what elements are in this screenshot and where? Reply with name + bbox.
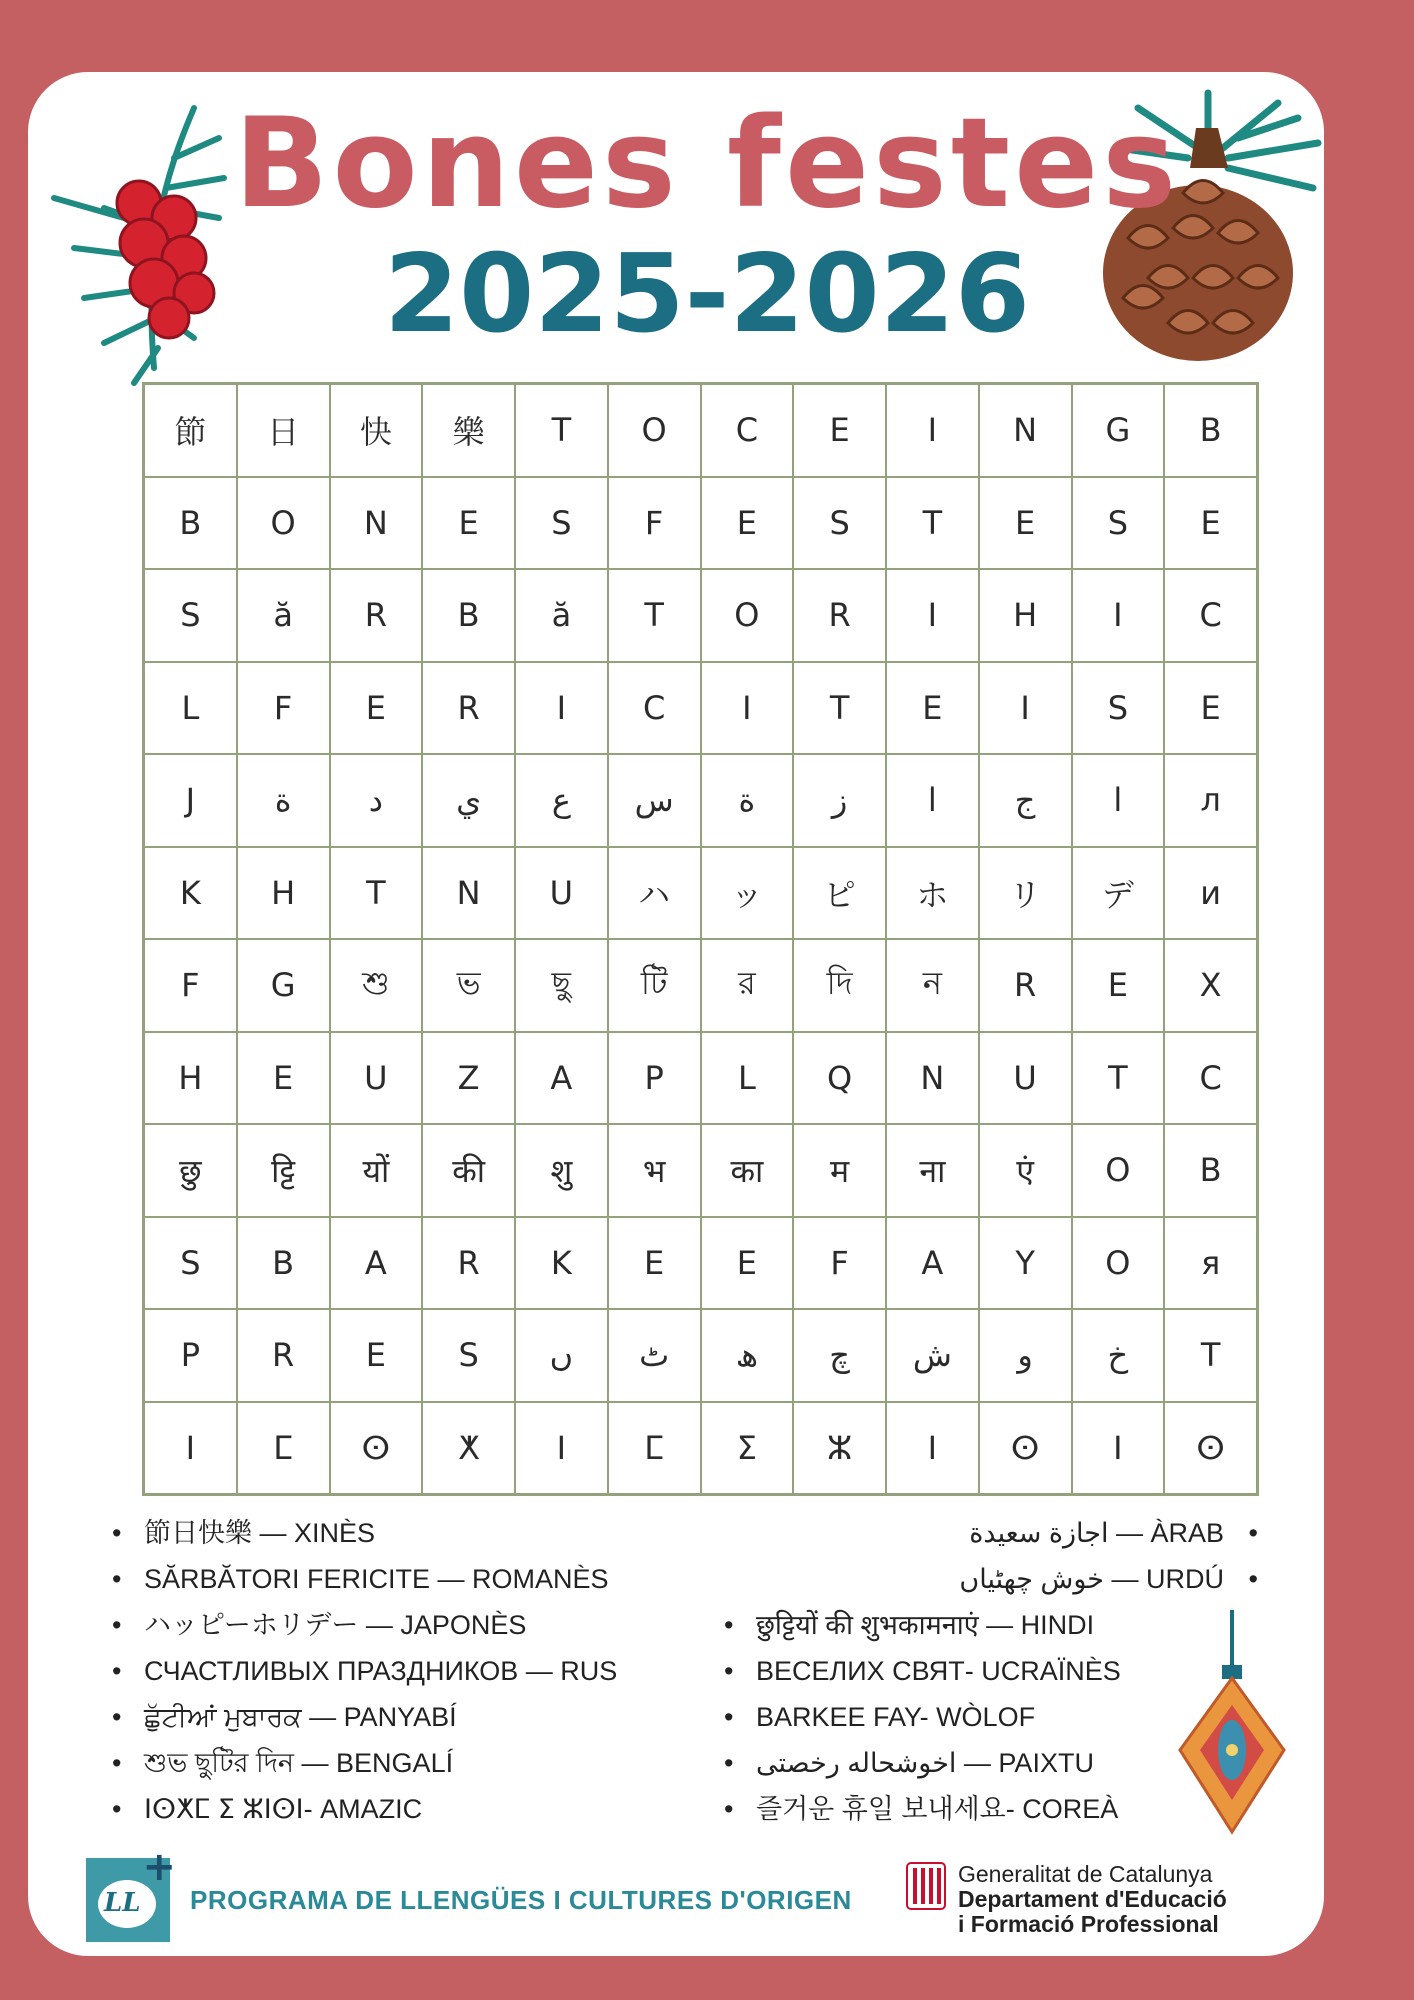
grid-cell: C bbox=[701, 384, 794, 477]
gov-department: Departament d'Educació bbox=[958, 1886, 1227, 1912]
word-search-grid bbox=[142, 382, 1259, 1496]
word-list-item: • ハッピーホリデー — JAPONÈS bbox=[112, 1602, 732, 1648]
word-list-item: • শুভ ছুটির দিন — BENGALÍ bbox=[112, 1740, 732, 1786]
grid-cell: ন bbox=[886, 939, 979, 1032]
grid-cell: ना bbox=[886, 1124, 979, 1217]
ornament-icon bbox=[1172, 1610, 1292, 1840]
grid-cell: I bbox=[979, 662, 1072, 755]
grid-cell: का bbox=[701, 1124, 794, 1217]
grid-cell: E bbox=[701, 1217, 794, 1310]
grid-cell: ا bbox=[1072, 754, 1165, 847]
grid-cell: ピ bbox=[793, 847, 886, 940]
grid-cell: C bbox=[608, 662, 701, 755]
grid-cell: ⵙ bbox=[330, 1402, 423, 1495]
grid-cell: म bbox=[793, 1124, 886, 1217]
grid-cell: R bbox=[330, 569, 423, 662]
grid-cell: E bbox=[979, 477, 1072, 570]
grid-cell: Y bbox=[979, 1217, 1072, 1310]
grid-cell: B bbox=[422, 569, 515, 662]
grid-cell: H bbox=[237, 847, 330, 940]
plus-icon: + bbox=[142, 1844, 176, 1890]
word-list-right-rtl bbox=[800, 1510, 1258, 1602]
grid-cell: T bbox=[330, 847, 423, 940]
grid-cell: ز bbox=[793, 754, 886, 847]
grid-cell: R bbox=[979, 939, 1072, 1032]
grid-cell: ⵎ bbox=[237, 1402, 330, 1495]
grid-cell: B bbox=[1164, 1124, 1257, 1217]
grid-cell: и bbox=[1164, 847, 1257, 940]
grid-cell: л bbox=[1164, 754, 1257, 847]
grid-cell: দি bbox=[793, 939, 886, 1032]
grid-cell: O bbox=[701, 569, 794, 662]
grid-cell: O bbox=[1072, 1217, 1165, 1310]
grid-cell: F bbox=[793, 1217, 886, 1310]
grid-cell: N bbox=[422, 847, 515, 940]
grid-cell: 節 bbox=[144, 384, 237, 477]
grid-cell: U bbox=[515, 847, 608, 940]
grid-cell: ع bbox=[515, 754, 608, 847]
grid-cell: 樂 bbox=[422, 384, 515, 477]
grid-cell: س bbox=[608, 754, 701, 847]
grid-cell: 日 bbox=[237, 384, 330, 477]
grid-cell: ج bbox=[979, 754, 1072, 847]
grid-cell: ホ bbox=[886, 847, 979, 940]
grid-cell: S bbox=[422, 1309, 515, 1402]
grid-cell: ट्टि bbox=[237, 1124, 330, 1217]
grid-cell: S bbox=[144, 569, 237, 662]
grid-cell: B bbox=[1164, 384, 1257, 477]
grid-cell: यों bbox=[330, 1124, 423, 1217]
grid-cell: L bbox=[701, 1032, 794, 1125]
grid-cell: ⵙ bbox=[979, 1402, 1072, 1495]
grid-cell: P bbox=[144, 1309, 237, 1402]
grid-cell: リ bbox=[979, 847, 1072, 940]
grid-cell: S bbox=[1072, 662, 1165, 755]
grid-cell: I bbox=[886, 384, 979, 477]
grid-cell: ٹ bbox=[608, 1309, 701, 1402]
grid-cell: G bbox=[1072, 384, 1165, 477]
program-name: PROGRAMA DE LLENGÜES I CULTURES D'ORIGEN bbox=[190, 1884, 852, 1915]
grid-cell: টি bbox=[608, 939, 701, 1032]
grid-cell: ں bbox=[515, 1309, 608, 1402]
grid-cell: F bbox=[144, 939, 237, 1032]
word-list-left bbox=[112, 1510, 732, 1832]
grid-cell: R bbox=[237, 1309, 330, 1402]
grid-cell: ھ bbox=[701, 1309, 794, 1402]
grid-cell: Q bbox=[793, 1032, 886, 1125]
grid-cell: C bbox=[1164, 569, 1257, 662]
grid-cell: E bbox=[1072, 939, 1165, 1032]
grid-cell: I bbox=[886, 569, 979, 662]
grid-cell: F bbox=[237, 662, 330, 755]
grid-cell: ă bbox=[237, 569, 330, 662]
grid-cell: भ bbox=[608, 1124, 701, 1217]
grid-cell: K bbox=[144, 847, 237, 940]
grid-cell: ッ bbox=[701, 847, 794, 940]
word-list-item: • ⵏⵙⵅⵎ ⵉ ⵣⵏⵙⵏ- AMAZIC bbox=[112, 1786, 732, 1832]
grid-cell: R bbox=[793, 569, 886, 662]
grid-cell: R bbox=[422, 662, 515, 755]
grid-cell: B bbox=[237, 1217, 330, 1310]
grid-cell: O bbox=[237, 477, 330, 570]
grid-cell: E bbox=[886, 662, 979, 755]
grid-cell: A bbox=[515, 1032, 608, 1125]
word-list-item: • ВЕСЕЛИХ СВЯТ- UCRAÏNÈS bbox=[724, 1648, 1174, 1694]
word-list-item: • 즐거운 휴일 보내세요- COREÀ bbox=[724, 1786, 1174, 1832]
program-logo bbox=[86, 1844, 176, 1942]
grid-cell: S bbox=[1072, 477, 1165, 570]
word-list-item: خوش چھٹیاں — URDÚ • bbox=[800, 1556, 1258, 1602]
grid-cell: E bbox=[793, 384, 886, 477]
word-list-item: • СЧАСТЛИВЫХ ПРАЗДНИКОВ — RUS bbox=[112, 1648, 732, 1694]
grid-cell: ⵏ bbox=[1072, 1402, 1165, 1495]
word-list-right bbox=[724, 1602, 1174, 1832]
word-list-item: • اخوشحاله رخصتی — PAIXTU bbox=[724, 1740, 1174, 1786]
word-list-item: • SĂRBĂTORI FERICITE — ROMANÈS bbox=[112, 1556, 732, 1602]
grid-cell: T bbox=[1164, 1309, 1257, 1402]
grid-cell: N bbox=[886, 1032, 979, 1125]
gov-department-2: i Formació Professional bbox=[958, 1911, 1219, 1937]
grid-cell: خ bbox=[1072, 1309, 1165, 1402]
grid-cell: E bbox=[701, 477, 794, 570]
grid-cell: ⵎ bbox=[608, 1402, 701, 1495]
grid-cell: L bbox=[144, 662, 237, 755]
word-list-item: • ਛੁੱਟੀਆਂ ਮੁਬਾਰਕ — PANYABÍ bbox=[112, 1694, 732, 1740]
grid-cell: छु bbox=[144, 1124, 237, 1217]
grid-cell: T bbox=[515, 384, 608, 477]
grid-cell: T bbox=[1072, 1032, 1165, 1125]
grid-cell: E bbox=[330, 1309, 423, 1402]
grid-cell: Z bbox=[422, 1032, 515, 1125]
grid-cell: A bbox=[886, 1217, 979, 1310]
grid-cell: ي bbox=[422, 754, 515, 847]
grid-cell: I bbox=[1072, 569, 1165, 662]
grid-cell: و bbox=[979, 1309, 1072, 1402]
grid-cell: ভ bbox=[422, 939, 515, 1032]
grid-cell: ⵉ bbox=[701, 1402, 794, 1495]
grid-cell: ハ bbox=[608, 847, 701, 940]
grid-cell: T bbox=[886, 477, 979, 570]
grid-cell: T bbox=[608, 569, 701, 662]
word-list-item: • छुट्टियों की शुभकामनाएं — HINDI bbox=[724, 1602, 1174, 1648]
grid-cell: G bbox=[237, 939, 330, 1032]
grid-cell: ة bbox=[701, 754, 794, 847]
grid-cell: P bbox=[608, 1032, 701, 1125]
page-subtitle-years: 2025-2026 bbox=[384, 232, 1030, 357]
grid-cell: S bbox=[144, 1217, 237, 1310]
grid-cell: چ bbox=[793, 1309, 886, 1402]
page-title: Bones festes bbox=[233, 92, 1181, 236]
grid-cell: E bbox=[608, 1217, 701, 1310]
grid-cell: E bbox=[1164, 477, 1257, 570]
grid-cell: ⵙ bbox=[1164, 1402, 1257, 1495]
grid-cell: शु bbox=[515, 1124, 608, 1217]
generalitat-logo-icon bbox=[906, 1862, 946, 1910]
word-list-item: • BARKEE FAY- WÒLOF bbox=[724, 1694, 1174, 1740]
grid-cell: ا bbox=[886, 754, 979, 847]
grid-cell: S bbox=[515, 477, 608, 570]
grid-cell: O bbox=[608, 384, 701, 477]
grid-cell: ⵣ bbox=[793, 1402, 886, 1495]
grid-cell: B bbox=[144, 477, 237, 570]
gov-name: Generalitat de Catalunya bbox=[958, 1861, 1213, 1887]
grid-cell: की bbox=[422, 1124, 515, 1217]
grid-cell: N bbox=[330, 477, 423, 570]
grid-cell: ة bbox=[237, 754, 330, 847]
grid-cell: S bbox=[793, 477, 886, 570]
grid-cell: X bbox=[1164, 939, 1257, 1032]
grid-cell: H bbox=[144, 1032, 237, 1125]
government-footer bbox=[906, 1862, 1227, 1937]
grid-cell: J bbox=[144, 754, 237, 847]
grid-cell: ⵅ bbox=[422, 1402, 515, 1495]
grid-cell: ⵏ bbox=[144, 1402, 237, 1495]
grid-cell: ⵏ bbox=[886, 1402, 979, 1495]
word-list-item: اجازة سعيدة — ÀRAB • bbox=[800, 1510, 1258, 1556]
grid-cell: ছু bbox=[515, 939, 608, 1032]
grid-cell: デ bbox=[1072, 847, 1165, 940]
grid-cell: ش bbox=[886, 1309, 979, 1402]
grid-cell: 快 bbox=[330, 384, 423, 477]
grid-cell: র bbox=[701, 939, 794, 1032]
grid-cell: एं bbox=[979, 1124, 1072, 1217]
grid-cell: I bbox=[701, 662, 794, 755]
program-footer bbox=[86, 1844, 852, 1942]
grid-cell: E bbox=[422, 477, 515, 570]
program-logo-text: LL bbox=[104, 1888, 141, 1918]
grid-cell: R bbox=[422, 1217, 515, 1310]
grid-cell: E bbox=[1164, 662, 1257, 755]
grid-cell: E bbox=[330, 662, 423, 755]
grid-cell: শু bbox=[330, 939, 423, 1032]
grid-cell: K bbox=[515, 1217, 608, 1310]
grid-cell: ⵏ bbox=[515, 1402, 608, 1495]
grid-cell: C bbox=[1164, 1032, 1257, 1125]
grid-cell: A bbox=[330, 1217, 423, 1310]
grid-cell: د bbox=[330, 754, 423, 847]
grid-cell: T bbox=[793, 662, 886, 755]
grid-cell: U bbox=[330, 1032, 423, 1125]
grid-cell: E bbox=[237, 1032, 330, 1125]
grid-cell: я bbox=[1164, 1217, 1257, 1310]
grid-cell: O bbox=[1072, 1124, 1165, 1217]
grid-cell: N bbox=[979, 384, 1072, 477]
grid-cell: U bbox=[979, 1032, 1072, 1125]
grid-cell: I bbox=[515, 662, 608, 755]
grid-cell: ă bbox=[515, 569, 608, 662]
grid-cell: H bbox=[979, 569, 1072, 662]
grid-cell: F bbox=[608, 477, 701, 570]
word-list-item: • 節日快樂 — XINÈS bbox=[112, 1510, 732, 1556]
